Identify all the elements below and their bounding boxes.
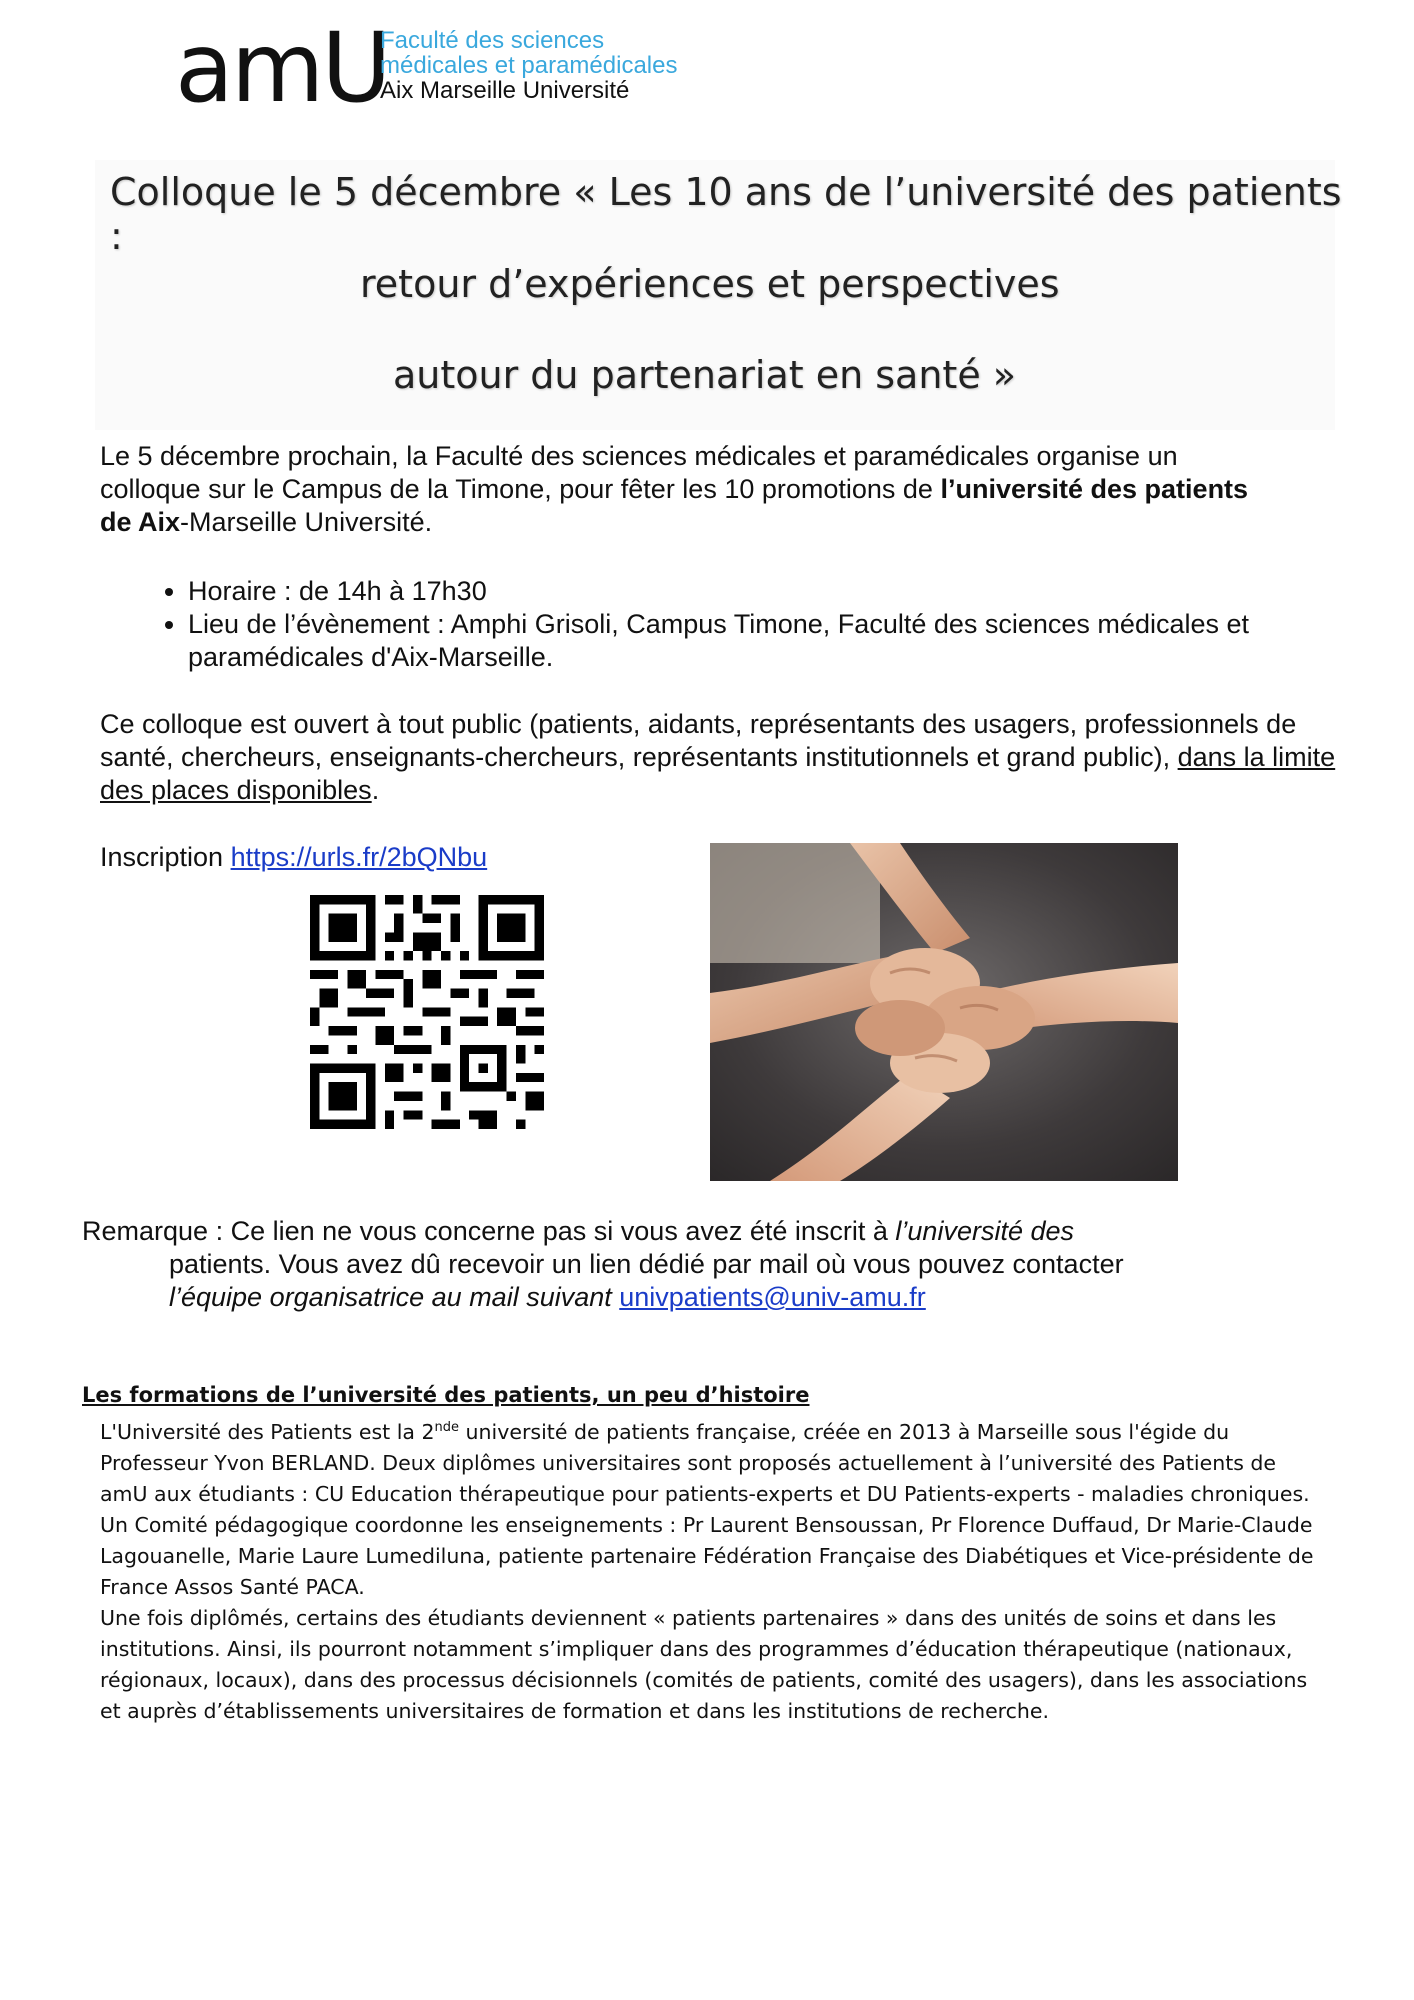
faculty-name: [380, 28, 677, 103]
history-p1-a: L'Université des Patients est la 2: [100, 1419, 435, 1444]
audience-tail: .: [371, 775, 380, 805]
history-p1-b: université de patients française, créée en 2013 à Marseille sous l'égide du Professeur Yvon BERLAND. Deux diplômes universitaires sont proposés actuellement à l’université des Patients de amU aux étudiants : CU Education thérapeutique pour patients-experts et DU Patients-experts - maladies chroniques.: [100, 1419, 1310, 1506]
history-paragraph-3: Une fois diplômés, certains des étudiants deviennent « patients partenaires » dans des unités de soins et dans les institutions. Ainsi, ils pourront notamment s’impliquer dans des programmes d’éducation thérapeutique (nationaux, régionaux, locaux), dans des processus décisionnels (comités de patients, comité des usagers), dans les associations et auprès d’établissements universitaires de formation et dans les institutions de recherche.: [100, 1605, 1308, 1723]
history-title: Les formations de l’université des patients, un peu d’histoire: [82, 1383, 810, 1407]
title-line-1: Colloque le 5 décembre « Les 10 ans de l’université des patients :: [110, 170, 1342, 258]
inscription-line: [100, 842, 487, 873]
qr-code[interactable]: [310, 895, 544, 1129]
remark-lead: Remarque : Ce lien ne vous concerne pas si vous avez été inscrit à: [82, 1216, 896, 1246]
history-paragraph-2: Un Comité pédagogique coordonne les enseignements : Pr Laurent Bensoussan, Pr Florence Duffaud, Dr Marie-Claude Lagouanelle, Marie Laure Lumediluna, patiente partenaire Fédération Française des Diabétiques et Vice-présidente de France Assos Santé PACA.: [100, 1512, 1314, 1599]
remark-line-3: [82, 1281, 1222, 1314]
list-item-schedule: • Horaire : de 14h à 17h30: [188, 575, 1338, 608]
event-details: [140, 575, 1338, 674]
audience-limit: dans la limite des places disponibles: [100, 742, 1336, 805]
intro-paragraph: [100, 440, 1260, 539]
intro-bold: l’université des patients de Aix: [100, 474, 1249, 537]
history-body: [100, 1412, 1330, 1727]
title-line-2: retour d’expériences et perspectives: [360, 262, 1060, 306]
contact-email-link[interactable]: univpatients@univ-amu.fr: [619, 1282, 926, 1312]
faculty-line-3: Aix Marseille Université: [380, 77, 630, 104]
audience-paragraph: [100, 708, 1340, 807]
intro-text: Le 5 décembre prochain, la Faculté des sciences médicales et paramédicales organise un colloque sur le Campus de la Timone, pour fêter les 10 promotions de: [100, 441, 1178, 504]
hands-photo: [710, 843, 1178, 1181]
history-p1-sup: nde: [434, 1420, 460, 1435]
history-paragraph-1: [100, 1412, 1330, 1510]
inscription-link[interactable]: https://urls.fr/2bQNbu: [230, 842, 488, 872]
remark-paragraph: [82, 1215, 1222, 1314]
inscription-label: Inscription: [100, 842, 231, 872]
remark-italic-1: l’université des: [895, 1216, 1075, 1246]
title-line-3: autour du partenariat en santé »: [393, 353, 1017, 397]
amu-logo: amU: [175, 12, 389, 124]
remark-italic-2: l’équipe organisatrice au mail suivant: [169, 1282, 620, 1312]
faculty-line-1: Faculté des sciences: [380, 27, 605, 54]
faculty-line-2: médicales et paramédicales: [380, 52, 678, 79]
audience-text: Ce colloque est ouvert à tout public (patients, aidants, représentants des usagers, professionnels de santé, chercheurs, enseignants-chercheurs, représentants institutionnels et grand public),: [100, 709, 1297, 772]
list-item-location: • Lieu de l’évènement : Amphi Grisoli, Campus Timone, Faculté des sciences médicales et paramédicales d'Aix-Marseille.: [188, 608, 1338, 674]
title-block: [95, 160, 1342, 430]
intro-tail: -Marseille Université.: [180, 507, 433, 537]
remark-line-2: patients. Vous avez dû recevoir un lien dédié par mail où vous pouvez contacter: [169, 1249, 1124, 1279]
